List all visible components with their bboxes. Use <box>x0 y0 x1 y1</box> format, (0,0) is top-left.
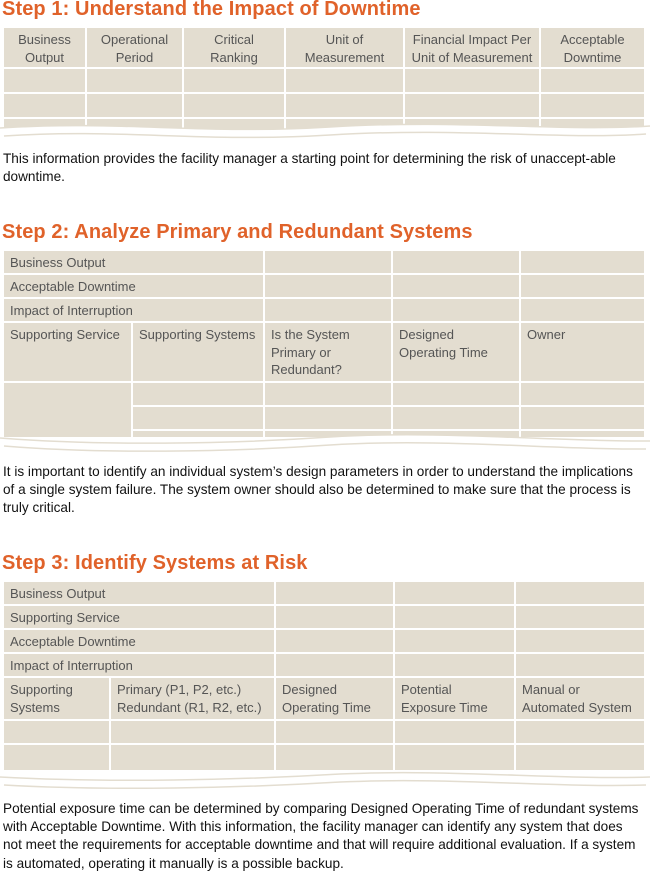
step1-header-acceptable-downtime: Acceptable Downtime <box>540 27 645 68</box>
table-cell <box>264 298 392 322</box>
table-cell <box>183 68 285 93</box>
step3-table-break <box>0 767 650 789</box>
step1-heading: Step 1: Understand the Impact of Downtime <box>2 0 421 20</box>
table-cell <box>275 720 394 744</box>
table-cell <box>515 720 645 744</box>
table-cell <box>394 653 515 677</box>
step2-table <box>3 250 645 438</box>
step2-header-designed-operating-time: Designed Operating Time <box>392 322 520 382</box>
table-cell <box>275 629 394 653</box>
table-cell <box>3 720 110 744</box>
step2-row-business-output: Business Output <box>3 250 264 274</box>
step3-row-supporting-service: Supporting Service <box>3 605 275 629</box>
table-cell <box>132 382 264 406</box>
step2-row-impact-of-interruption: Impact of Interruption <box>3 298 264 322</box>
table-cell <box>520 382 645 406</box>
step2-header-supporting-service: Supporting Service <box>3 322 132 382</box>
table-cell <box>394 629 515 653</box>
table-cell <box>394 605 515 629</box>
table-cell <box>392 382 520 406</box>
step2-header-owner: Owner <box>520 322 645 382</box>
table-cell <box>392 406 520 430</box>
table-cell <box>520 406 645 430</box>
step3-heading: Step 3: Identify Systems at Risk <box>2 552 308 574</box>
table-cell <box>264 250 392 274</box>
step2-row-acceptable-downtime: Acceptable Downtime <box>3 274 264 298</box>
step2-header-primary-or-redundant: Is the System Primary or Redundant? <box>264 322 392 382</box>
step1-header-critical-ranking: Critical Ranking <box>183 27 285 68</box>
step1-table-break <box>0 118 650 140</box>
step1-header-operational-period: Operational Period <box>86 27 183 68</box>
table-cell <box>540 68 645 93</box>
step1-description: This information provides the facility manager a starting point for determining the risk of unaccept-able downtime. <box>3 151 616 185</box>
step3-description: Potential exposure time can be determined by comparing Designed Operating Time of redundant systems with Acceptable Downtime. With this information, the facility manager can identify any system that does not meet the requirements for acceptable downtime and that will require additional evaluation. If a system is automated, operating it manually is a possible backup. <box>3 801 639 871</box>
step1-header-business-output: Business Output <box>3 27 86 68</box>
table-cell <box>392 274 520 298</box>
table-cell <box>183 93 285 118</box>
table-cell <box>285 93 404 118</box>
table-cell <box>540 93 645 118</box>
step3-row-acceptable-downtime: Acceptable Downtime <box>3 629 275 653</box>
table-cell <box>132 406 264 430</box>
step1-header-financial-impact: Financial Impact Per Unit of Measurement <box>404 27 540 68</box>
table-cell <box>520 298 645 322</box>
table-cell <box>275 653 394 677</box>
table-cell <box>515 605 645 629</box>
table-cell <box>394 720 515 744</box>
table-cell <box>404 68 540 93</box>
table-cell <box>264 406 392 430</box>
table-cell <box>515 629 645 653</box>
step2-table-break <box>0 430 650 452</box>
table-cell <box>3 93 86 118</box>
table-cell <box>275 581 394 605</box>
step3-row-impact-of-interruption: Impact of Interruption <box>3 653 275 677</box>
step3-header-manual-or-automated: Manual or Automated System <box>515 677 645 720</box>
table-cell <box>3 68 86 93</box>
step3-table <box>3 581 645 771</box>
step2-header-supporting-systems: Supporting Systems <box>132 322 264 382</box>
table-cell <box>394 581 515 605</box>
step3-header-potential-exposure-time: Potential Exposure Time <box>394 677 515 720</box>
step1-header-unit-of-measurement: Unit of Measurement <box>285 27 404 68</box>
step2-heading: Step 2: Analyze Primary and Redundant Systems <box>2 221 473 243</box>
table-cell <box>264 382 392 406</box>
step3-header-supporting-systems: Supporting Systems <box>3 677 110 720</box>
step2-description: It is important to identify an individual system’s design parameters in order to understand the implications of a single system failure. The system owner should also be determined to make sure that the process is truly critical. <box>3 464 633 516</box>
table-cell <box>515 581 645 605</box>
table-cell <box>392 250 520 274</box>
step3-header-primary-redundant: Primary (P1, P2, etc.) Redundant (R1, R2, etc.) <box>110 677 275 720</box>
table-cell <box>110 720 275 744</box>
step3-header-designed-operating-time: Designed Operating Time <box>275 677 394 720</box>
table-cell <box>520 274 645 298</box>
table-cell <box>392 298 520 322</box>
table-cell <box>520 250 645 274</box>
table-cell <box>264 274 392 298</box>
table-cell <box>275 605 394 629</box>
table-cell <box>515 653 645 677</box>
table-cell <box>404 93 540 118</box>
step3-row-business-output: Business Output <box>3 581 275 605</box>
table-cell <box>285 68 404 93</box>
table-cell <box>86 93 183 118</box>
table-cell <box>86 68 183 93</box>
